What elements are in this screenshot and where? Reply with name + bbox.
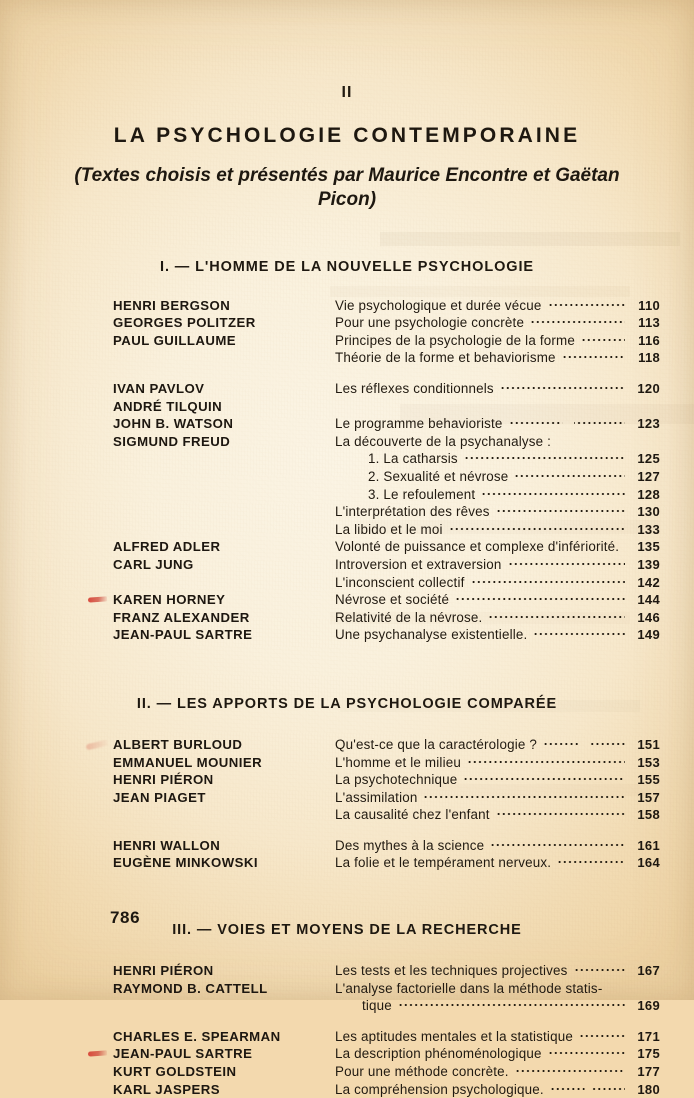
entry-title-cell (335, 962, 630, 980)
dot-leader (514, 474, 625, 478)
dot-leader (508, 562, 625, 566)
entry-page-number: 167 (637, 963, 660, 979)
dot-leader (579, 1034, 625, 1038)
toc-entry[interactable] (0, 854, 694, 872)
dot-leader (467, 760, 625, 764)
entry-title-cell (335, 433, 630, 451)
entry-title-cell (335, 736, 630, 754)
dot-leader (398, 1003, 625, 1007)
entry-author: CHARLES E. SPEARMAN (113, 1028, 281, 1044)
entry-title: La causalité chez l'enfant (335, 807, 490, 823)
entry-author: KAREN HORNEY (113, 592, 226, 608)
entry-page-number: 135 (637, 539, 660, 555)
entry-author: JEAN PIAGET (113, 789, 206, 805)
toc-entry-list (0, 736, 694, 872)
dot-leader (496, 509, 625, 513)
entry-page-number: 153 (637, 754, 660, 770)
toc-entry[interactable] (0, 398, 694, 416)
toc-entry-list (0, 962, 694, 1098)
entry-author: JEAN-PAUL SARTRE (113, 627, 253, 643)
toc-entry[interactable] (0, 349, 694, 367)
entry-page-number: 161 (637, 837, 660, 853)
entry-title-cell (335, 349, 630, 367)
toc-entry[interactable] (0, 1045, 694, 1063)
entry-title: La folie et le tempérament nerveux. (335, 855, 552, 871)
entry-author: ALFRED ADLER (113, 539, 221, 555)
entry-title-cell (335, 407, 630, 411)
dot-leader (481, 492, 625, 496)
dot-leader (515, 1069, 625, 1073)
entry-title-cell (335, 503, 630, 521)
entry-title: L'inconscient collectif (335, 574, 465, 590)
entry-page-number: 128 (637, 486, 660, 502)
entry-title: Vie psychologique et durée vécue (335, 297, 542, 313)
entry-author: HENRI BERGSON (113, 297, 231, 313)
entry-title: Introversion et extraversion (335, 556, 502, 572)
entry-title-cell (335, 468, 630, 486)
entry-title-cell (335, 609, 630, 627)
toc-entry[interactable] (0, 332, 694, 350)
entry-title: La compréhension psychologique. (335, 1081, 544, 1097)
toc-section (0, 872, 694, 1098)
entry-author: JOHN B. WATSON (113, 416, 234, 432)
entry-title-cell (335, 626, 630, 644)
entry-title-cell (335, 1063, 630, 1081)
toc-entry[interactable] (0, 789, 694, 807)
entry-title-cell (335, 450, 630, 468)
entry-title: La description phénoménologique (335, 1046, 542, 1062)
entry-author: SIGMUND FREUD (113, 433, 231, 449)
entry-author: KARL JASPERS (113, 1081, 221, 1097)
entry-page-number: 142 (637, 574, 660, 590)
entry-page-number: 118 (638, 350, 660, 366)
dot-leader (548, 303, 625, 307)
entry-title-cell (335, 789, 630, 807)
entry-page-number: 155 (637, 772, 660, 788)
toc-entry[interactable] (0, 771, 694, 789)
entry-page-number: 120 (637, 381, 660, 396)
toc-entry[interactable] (0, 538, 694, 556)
dot-leader (455, 597, 625, 601)
dot-leader (543, 742, 625, 746)
entry-author: KURT GOLDSTEIN (113, 1064, 237, 1080)
entry-title-cell (335, 837, 630, 855)
entry-title: Des mythes à la science (335, 837, 485, 853)
entry-title-cell (335, 332, 630, 350)
toc-entry[interactable] (0, 297, 694, 315)
folio-page-number: 786 (110, 908, 141, 927)
entry-title: Le programme behavioriste (335, 416, 503, 432)
entry-page-number: 113 (638, 315, 660, 331)
toc-entry[interactable] (0, 433, 694, 451)
dot-leader (625, 544, 629, 548)
entry-author: HENRI PIÉRON (113, 772, 214, 788)
red-pencil-mark (88, 596, 107, 602)
entry-title: Principes de la psychologie de la forme (335, 332, 575, 348)
entry-author: FRANZ ALEXANDER (113, 609, 250, 625)
dot-leader (500, 386, 625, 390)
toc-entry[interactable] (0, 1081, 694, 1098)
entry-title: Relativité de la névrose. (335, 609, 483, 625)
entry-title-cell (335, 415, 630, 433)
entry-page-number: 127 (637, 468, 660, 484)
toc-entry[interactable] (0, 503, 694, 521)
entry-page-number: 151 (637, 736, 660, 752)
entry-page-number: 175 (637, 1046, 660, 1062)
entry-title: Les réflexes conditionnels (335, 381, 494, 396)
entry-title-cell (335, 314, 630, 332)
toc-section (0, 644, 694, 872)
entry-title: L'analyse factorielle dans la méthode statis- (335, 980, 603, 996)
entry-page-number: 146 (637, 609, 660, 625)
entry-author: EUGÈNE MINKOWSKI (113, 855, 258, 871)
entry-author: EMMANUEL MOUNIER (113, 754, 263, 770)
entry-title: L'interprétation des rêves (335, 504, 490, 520)
dot-leader (548, 1051, 625, 1055)
toc-entry[interactable] (0, 837, 694, 855)
entry-page-number: 139 (637, 556, 660, 572)
entry-title: L'homme et le milieu (335, 754, 461, 770)
toc-entry[interactable] (0, 450, 694, 468)
toc-entry[interactable] (0, 609, 694, 627)
entry-title: Pour une psychologie concrète (335, 315, 525, 331)
red-pencil-mark (88, 1051, 107, 1057)
entry-page-number: 164 (637, 855, 660, 871)
entry-author: JEAN-PAUL SARTRE (113, 1046, 253, 1062)
entry-page-number: 125 (637, 451, 660, 467)
toc-entry[interactable] (0, 486, 694, 504)
dot-leader (423, 795, 625, 799)
entry-title: Une psychanalyse existentielle. (335, 627, 528, 643)
toc-entry[interactable] (0, 980, 694, 998)
dot-leader (488, 615, 625, 619)
entry-author: RAYMOND B. CATTELL (113, 980, 268, 996)
entry-page-number: 169 (637, 998, 660, 1014)
toc-entry[interactable] (0, 962, 694, 980)
entry-title: Théorie de la forme et behaviorisme (335, 350, 556, 366)
dot-leader (608, 986, 625, 990)
entry-title: 2. Sexualité et névrose (368, 468, 509, 484)
entry-author: ALBERT BURLOUD (113, 736, 243, 752)
entry-page-number: 110 (638, 297, 660, 313)
section-heading: III. — VOIES ET MOYENS DE LA RECHERCHE (172, 922, 522, 939)
dot-leader (463, 777, 625, 781)
toc-entry[interactable] (0, 1028, 694, 1046)
dot-leader (581, 338, 625, 342)
entry-title-cell (335, 806, 630, 824)
entry-author: ANDRÉ TILQUIN (113, 398, 223, 414)
entry-title-cell (335, 771, 630, 789)
toc-entry[interactable] (0, 626, 694, 644)
dot-leader (490, 843, 625, 847)
dot-leader (557, 439, 625, 443)
toc-entry[interactable] (0, 736, 694, 754)
dot-leader (496, 812, 625, 816)
entry-title-cell (335, 591, 630, 609)
entry-title-cell (335, 521, 630, 539)
entry-title-cell (335, 854, 630, 872)
entry-title-cell (335, 754, 630, 772)
entry-page-number: 149 (637, 627, 660, 643)
dot-leader (530, 320, 625, 324)
entry-author: IVAN PAVLOV (113, 381, 205, 396)
entry-page-number: 123 (637, 416, 660, 432)
red-pencil-mark (86, 740, 109, 751)
entry-title-cell (335, 980, 630, 998)
entry-title: Les aptitudes mentales et la statistique (335, 1028, 573, 1044)
entry-title-cell (335, 1045, 630, 1063)
entry-title: La psychotechnique (335, 772, 458, 788)
toc-entry[interactable] (0, 806, 694, 824)
entry-page-number: 171 (637, 1028, 660, 1044)
dot-leader (449, 527, 625, 531)
entry-title-cell (335, 574, 630, 592)
dot-leader (341, 407, 625, 408)
toc-section (0, 213, 694, 644)
dot-leader (562, 355, 625, 359)
entry-title: La libido et le moi (335, 521, 443, 537)
entry-page-number: 144 (637, 592, 660, 608)
dot-leader (509, 421, 625, 425)
dot-leader (533, 632, 625, 636)
dot-leader (550, 1087, 625, 1091)
entry-title: L'assimilation (335, 789, 418, 805)
entry-title-cell (335, 538, 630, 556)
entry-title: Les tests et les techniques projectives (335, 963, 568, 979)
page-title: LA PSYCHOLOGIE CONTEMPORAINE (113, 124, 581, 147)
entry-title-cell (335, 297, 630, 315)
entry-page-number: 157 (637, 789, 660, 805)
toc-entry[interactable] (0, 468, 694, 486)
page-subtitle: (Textes choisis et présentés par Maurice Encontre et Gaëtan Picon) (74, 165, 620, 211)
toc-entry[interactable] (0, 574, 694, 592)
entry-title-cell (335, 556, 630, 574)
section-heading: II. — LES APPORTS DE LA PSYCHOLOGIE COMPARÉE (136, 695, 558, 712)
toc-entry[interactable] (0, 521, 694, 539)
entry-page-number: 177 (637, 1064, 660, 1080)
entry-title: 1. La catharsis (368, 451, 458, 467)
toc-entry-list (0, 297, 694, 644)
entry-title-cell (335, 380, 630, 398)
entry-author: HENRI PIÉRON (113, 963, 214, 979)
toc-entry[interactable] (0, 380, 694, 398)
entry-title: tique (362, 998, 392, 1014)
entry-author: HENRI WALLON (113, 837, 221, 853)
entry-title: Qu'est-ce que la caractérologie ? (335, 736, 538, 752)
entry-author: PAUL GUILLAUME (113, 332, 237, 348)
toc-entry[interactable] (0, 754, 694, 772)
dot-leader (464, 456, 625, 460)
entry-title-cell (335, 1081, 630, 1098)
entry-title: Pour une méthode concrète. (335, 1064, 509, 1080)
entry-title: Névrose et société (335, 592, 450, 608)
toc-entry[interactable] (0, 314, 694, 332)
entry-title-cell (335, 486, 630, 504)
dot-leader (471, 580, 625, 584)
part-numeral: II (341, 84, 353, 101)
entry-page-number: 158 (637, 807, 660, 823)
dot-leader (574, 968, 625, 972)
entry-title-cell (335, 1028, 630, 1046)
toc-entry[interactable] (0, 1063, 694, 1081)
entry-page-number: 130 (637, 504, 660, 520)
section-heading: I. — L'HOMME DE LA NOUVELLE PSYCHOLOGIE (160, 258, 534, 275)
toc-entry[interactable] (0, 415, 694, 433)
toc-entry[interactable] (0, 556, 694, 574)
entry-title: La découverte de la psychanalyse : (335, 433, 552, 449)
dot-leader (557, 860, 625, 864)
entry-title: 3. Le refoulement (368, 486, 476, 502)
toc-entry[interactable] (0, 591, 694, 609)
entry-page-number: 133 (637, 521, 660, 537)
entry-author: GEORGES POLITZER (113, 315, 256, 331)
sections-container (0, 213, 694, 1098)
entry-author: CARL JUNG (113, 556, 194, 572)
entry-page-number: 180 (637, 1081, 660, 1097)
entry-title: Volonté de puissance et complexe d'infériorité. (335, 539, 620, 555)
entry-page-number: 116 (638, 332, 660, 348)
